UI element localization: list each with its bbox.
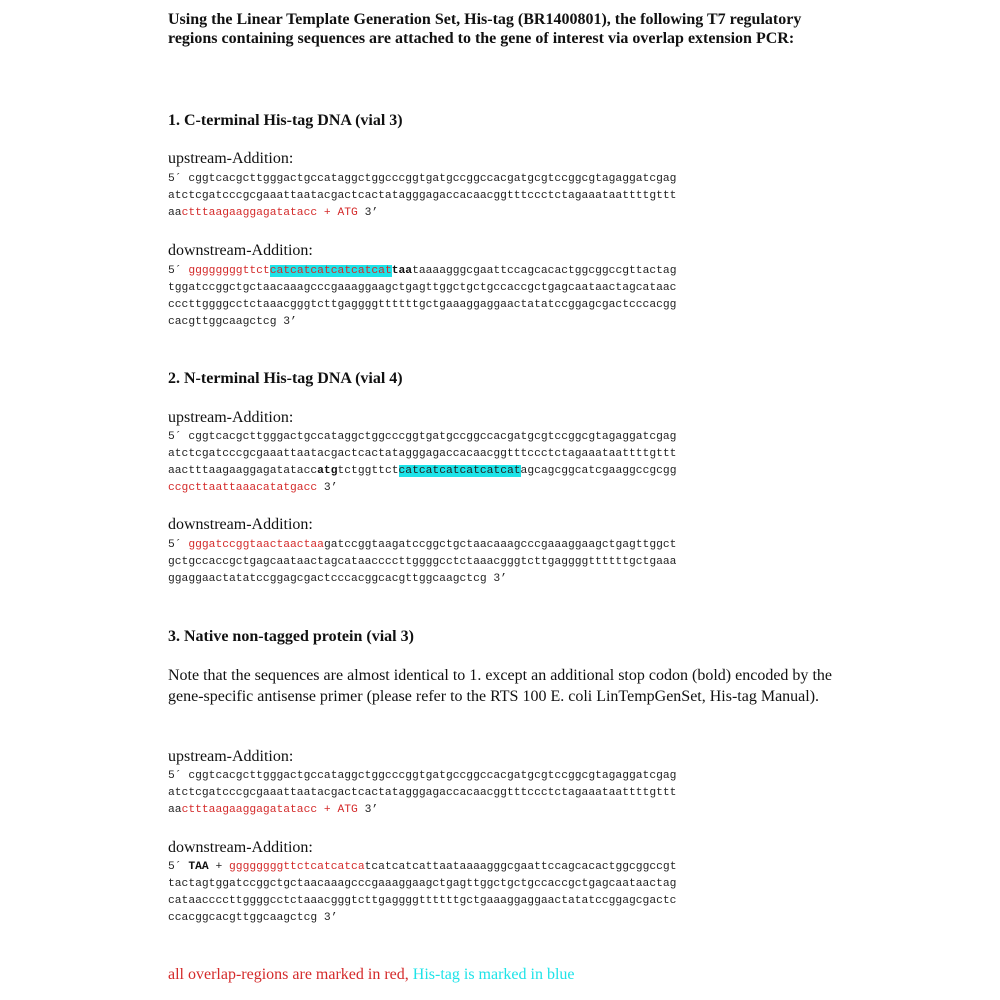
upstream-label: upstream-Addition:: [168, 150, 294, 167]
color-legend: [168, 966, 575, 984]
sequence-line: cacgttggcaagctcg 3’: [168, 316, 297, 328]
sequence-line: 5´ TAA + ggggggggttctcatcatcatcatcatcattaataaaagggcgaattccagcacactggcggccgt: [168, 861, 677, 873]
start-codon: atg: [317, 465, 338, 477]
upstream-label: upstream-Addition:: [168, 748, 294, 765]
sequence-line: atctcgatcccgcgaaattaatacgactcactatagggagaccacaacggtttccctctagaaataattttgttt: [168, 787, 677, 799]
note-paragraph: Note that the sequences are almost identical to 1. except an additional stop codon (bold) encoded by the gene-specific antisense primer (please refer to the RTS 100 E. coli LinTempGenSet, His-tag Manual).: [168, 667, 832, 705]
his-tag-highlight: catcatcatcatcatcat: [269, 265, 392, 277]
downstream-label: downstream-Addition:: [168, 242, 313, 259]
sequence-line: tggatccggctgctaacaaagcccgaaaggaagctgagttggctgctgccaccgctgagcaataactagcataac: [168, 282, 677, 294]
intro-paragraph: Using the Linear Template Generation Set, His-tag (BR1400801), the following T7 regulatory regions containing sequences are attached to the gene of interest via overlap extension PCR:: [168, 11, 802, 47]
downstream-label: downstream-Addition:: [168, 516, 313, 533]
sequence-line: cccttggggcctctaaacgggtcttgaggggttttttgctgaaaggaggaactatatccggagcgactcccacgg: [168, 299, 677, 311]
sequence-line: aactttaagaaggagatatacc + ATG 3’: [168, 804, 379, 816]
stop-codon: TAA: [188, 861, 209, 873]
legend-red-text: all overlap-regions are marked in red,: [168, 966, 409, 983]
sequence-line: 5´ cggtcacgcttgggactgccataggctggcccggtgatgccggccacgatgcgtccggcgtagaggatcgag: [168, 173, 677, 185]
sequence-line: aactttaagaaggagatataccatgtctggttctcatcatcatcatcatcatagcagcggcatcgaaggccgcgg: [168, 465, 677, 477]
section-title: 3. Native non-tagged protein (vial 3): [168, 628, 414, 645]
sequence-line: cataaccccttggggcctctaaacgggtcttgaggggttttttgctgaaaggaggaactatatccggagcgactc: [168, 895, 677, 907]
sequence-line: aactttaagaaggagatatacc + ATG 3’: [168, 207, 379, 219]
sequence-line: ccacggcacgttggcaagctcg 3’: [168, 912, 338, 924]
legend-blue-text: His-tag is marked in blue: [412, 966, 575, 983]
upstream-label: upstream-Addition:: [168, 409, 294, 426]
downstream-label: downstream-Addition:: [168, 839, 313, 856]
overlap-region: ccgcttaattaaacatatgacc: [168, 482, 318, 494]
sequence-line: gctgccaccgctgagcaataactagcataaccccttggggcctctaaacgggtcttgaggggttttttgctgaaa: [168, 556, 677, 568]
overlap-region: ctttaagaaggagatatacc + ATG: [181, 804, 358, 816]
stop-codon: taa: [391, 265, 413, 277]
section-title: 2. N-terminal His-tag DNA (vial 4): [168, 370, 403, 387]
sequence-line: 5´ cggtcacgcttgggactgccataggctggcccggtgatgccggccacgatgcgtccggcgtagaggatcgag: [168, 770, 677, 782]
his-tag-highlight: catcatcatcatcatcat: [398, 465, 521, 477]
sequence-line: 5´ ggggggggttctcatcatcatcatcatcattaataaaagggcgaattccagcacactggcggccgttactag: [168, 265, 677, 277]
sequence-line: atctcgatcccgcgaaattaatacgactcactatagggagaccacaacggtttccctctagaaataattttgttt: [168, 448, 677, 460]
sequence-line: 5´ cggtcacgcttgggactgccataggctggcccggtgatgccggccacgatgcgtccggcgtagaggatcgag: [168, 431, 677, 443]
overlap-region: ggggggggttctcatcatca: [229, 861, 365, 873]
overlap-region: gggggggg: [188, 265, 243, 277]
overlap-region: ttct: [242, 265, 270, 277]
overlap-region: gggatccggtaactaactaa: [188, 539, 324, 551]
sequence-line: 5´ gggatccggtaactaactaagatccggtaagatccggctgctaacaaagcccgaaaggaagctgagttggct: [168, 539, 677, 551]
section-title: 1. C-terminal His-tag DNA (vial 3): [168, 112, 403, 129]
document-page: [168, 10, 832, 983]
sequence-line: ggaggaactatatccggagcgactcccacggcacgttggcaagctcg 3’: [168, 573, 507, 585]
sequence-line: atctcgatcccgcgaaattaatacgactcactatagggagaccacaacggtttccctctagaaataattttgttt: [168, 190, 677, 202]
overlap-region: ctttaagaaggagatatacc + ATG: [181, 207, 358, 219]
sequence-line: tactagtggatccggctgctaacaaagcccgaaaggaagctgagttggctgctgccaccgctgagcaataactag: [168, 878, 677, 890]
sequence-line: ccgcttaattaaacatatgacc 3’: [168, 482, 338, 494]
